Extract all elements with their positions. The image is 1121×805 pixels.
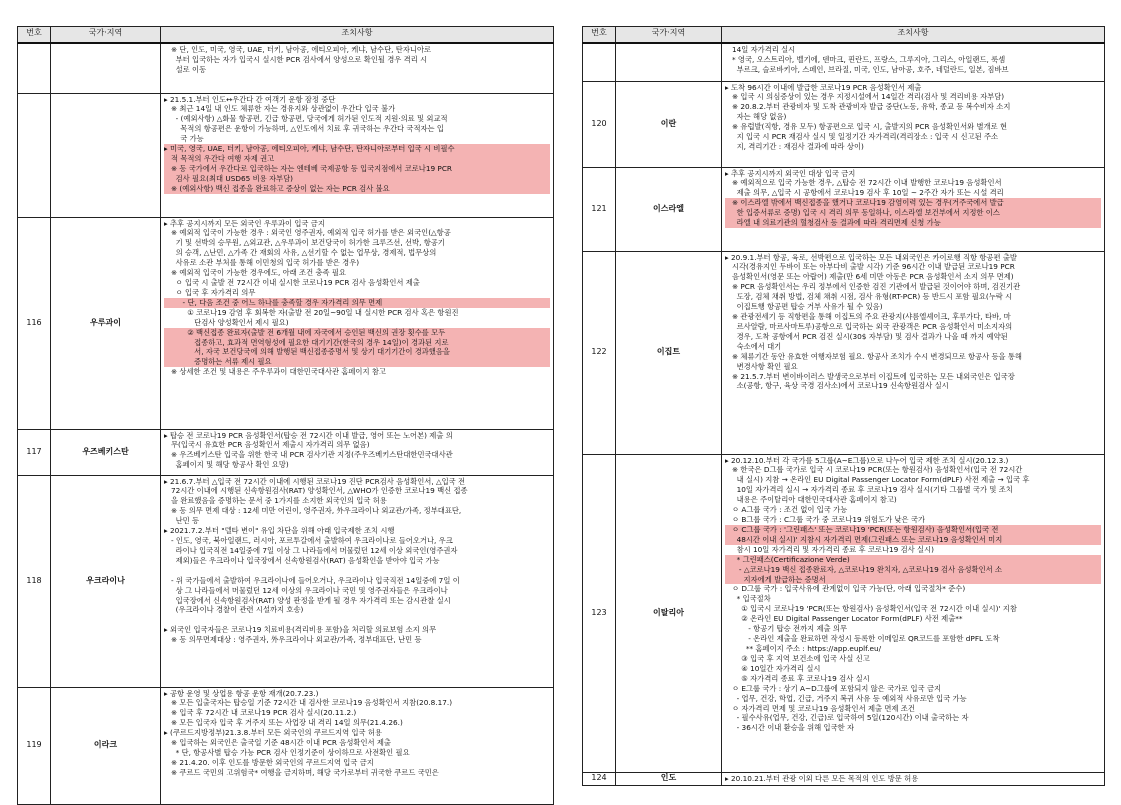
table-row [18, 687, 554, 804]
text-line: ※ 상세한 조건 및 내용은 주우루과이 대한민국대사관 홈페이지 참고 [164, 367, 386, 377]
row-number: 120 [583, 81, 616, 167]
text-line: 국 가능 [164, 134, 204, 144]
text-line: 내용은 주이탈리아 대한민국대사관 홈페이지 참고) [725, 495, 897, 505]
measure-content [161, 43, 554, 93]
text-line: 72시간 이내에 시행된 신속항원검사(RAT) 양성확인서, △WHO가 인증한 코로나19 백신 접종 [164, 486, 468, 496]
country-name: 우즈베키스탄 [51, 429, 161, 475]
highlighted-text-line: - 단, 다음 조건 중 어느 하나를 충족할 경우 자가격리 의무 면제 [164, 298, 550, 308]
text-line: ※ 모든 입출국자는 탑승일 기준 72시간 내 검사한 코로나19 음성확인서 지참(20.8.17.) [164, 698, 453, 708]
text-line: ㅇ A그룹 국가 : 조건 없이 입국 가능 [725, 505, 848, 515]
country-name: 우루과이 [51, 217, 161, 429]
header-content: 조치사항 [722, 27, 1105, 44]
text-line: ▸ 21.6.7.부터 △입국 전 72시간 이내에 시행된 코로나19 진단 PCR검사 음성확인서, △입국 전 [164, 476, 466, 486]
highlighted-text-line: - △코로나19 백신 접종완료자, △코로나19 완치자, △코로나19 검사 음성확인서 소 [725, 565, 1101, 575]
left-table-body [18, 43, 554, 804]
text-line: 르사알람, 마르사마트루)공항으로 입국하는 외국 관광객은 PCR 음성확인서 미소지자의 [725, 321, 1013, 331]
text-line: ▸ 추후 공지시까지 외국인 대상 입국 금지 [725, 168, 856, 178]
text-line: ※ 우즈베키스탄 입국을 위한 한국 내 PCR 검사기관 지정(주우즈베키스탄대한민국대사관 [164, 450, 453, 460]
text-line: ① 입국시 코로나19 'PCR(또는 항원검사) 음성확인서(입국 전 72시간 이내 실시)' 지참 [725, 604, 1017, 614]
highlighted-text-line: ㅇ C그룹 국가 : '그린패스' 또는 코로나19 'PCR(또는 항원검사) 음성확인서(입국 전 [725, 525, 1101, 535]
measure-content [722, 454, 1105, 772]
row-number: 119 [18, 687, 51, 804]
text-line: * 단, 항공사별 탑승 가능 PCR 검사 인정기준이 상이하므로 사전확인 필요 [164, 748, 410, 758]
text-line: 이집트행 항공편 탑승 거부 사유가 될 수 있음) [725, 302, 883, 312]
text-line: ㅇ 자가격리 면제 및 코로나19 음성확인서 제출 면제 조건 [725, 703, 915, 713]
left-table [17, 26, 554, 805]
row-number [18, 43, 51, 93]
text-line: 숙소에서 대기 [725, 341, 782, 351]
text-line: 음성확인서(영문 또는 아랍어) 제출(만 6세 미만 아동은 PCR 음성확인서 소지 의무 면제) [725, 272, 1014, 282]
text-line: - (예외사항) △화물 항공편, 긴급 항공편, 당국에게 허가된 인도적 지원·의료 및 외교적 [164, 114, 448, 124]
text-line: ※ 입국 시 의심증상이 있는 경우 지정시설에서 14일간 격리(검사 및 격리비용 자부담) [725, 92, 1005, 102]
text-line: ㅇ D그룹 국가 : 입국사유에 관계없이 입국 가능(단, 아래 입국절차* 준수) [725, 584, 966, 594]
text-line: * 입국절차 [725, 594, 771, 604]
text-line: ※ 단, 인도, 미국, 영국, UAE, 터키, 남아공, 에티오피아, 케냐, 남수단, 탄자니아로 [164, 45, 432, 54]
text-line: 참시 10일 자가격리 및 자가격리 종료 후 코로나19 검사 실시) [725, 544, 934, 554]
text-line: - 필수사유(업무, 건강, 긴급)로 입국하여 5일(120시간) 이내 출국하는 자 [725, 713, 969, 723]
right-table [582, 26, 1105, 786]
text-line: ※ 예외적 입국이 가능한 경우 : 외국인 영주권자, 예외적 입국 허가를 받은 외국인(△항공 [164, 228, 451, 238]
header-num: 번호 [18, 27, 51, 44]
text-line: 내 실시) 지참 → 온라인 EU Digital Passenger Locator Form(dPLF) 사전 제출 → 입국 후 [725, 475, 1030, 485]
row-number: 123 [583, 454, 616, 772]
text-line: * 영국, 오스트리아, 벨기에, 덴마크, 핀란드, 프랑스, 그루지아, 그리스, 아일랜드, 룩셈 [725, 54, 1006, 64]
row-number [583, 43, 616, 81]
highlighted-text-line: ▸ 미국, 영국, UAE, 터키, 남아공, 에티오피아, 케냐, 남수단, 탄자니아로부터 입국 시 비필수 [164, 144, 550, 154]
text-line: ▸ 2021.7.2.부터 "델타 변이" 유입 차단을 위해 아래 입국제한 조치 시행 [164, 526, 395, 536]
text-line: 지 입국 시 PCR 재검사 실시 및 일정기간 자가격리(격리장소 : 입국 시 신고된 주소 [725, 132, 999, 142]
text-line: ** 홈페이지 주소 : https://app.euplf.eu/ [725, 644, 882, 654]
text-line: 도장, 검체 채취 방법, 검체 채취 시점, 검사 유형(RT-PCR) 등 반드시 포함 필요(누락 시 [725, 292, 1013, 302]
table-row [18, 475, 554, 687]
text-line: 목적의 항공편은 운항이 가능하며, △인도에서 치료 후 귀국하는 우간다 국적자는 입 [164, 124, 444, 134]
left-header-row [18, 27, 554, 44]
measure-content [722, 167, 1105, 251]
highlighted-text-line: ※ 이스라엘 밖에서 백신접종을 했거나 코로나19 감염이력 있는 경우(거주국에서 발급 [725, 198, 1101, 208]
row-number: 118 [18, 475, 51, 687]
table-row [583, 454, 1105, 772]
measure-content [722, 251, 1105, 454]
text-line: ⑤ 자가격리 종료 후 코로나19 검사 실시 [725, 673, 870, 683]
text-line: 상 그 나라들에서 머물렀던 12세 이상의 우크라이나 국민 및 영주권자들은 우크라이나 [164, 585, 448, 595]
text-line: ▸ 탑승 전 코로나19 PCR 음성확인서(탑승 전 72시간 이내 발급, 영어 또는 노어본) 제출 의 [164, 430, 453, 440]
header-content: 조치사항 [161, 27, 554, 44]
text-line: ▸ (쿠르드지방정부)21.3.8.부터 모든 외국인의 쿠르드지역 입국 허용 [164, 728, 382, 738]
text-line: - 36시간 이내 환승을 위해 입국한 자 [725, 723, 855, 733]
highlighted-text-line: ※ (예외사항) 백신 접종을 완료하고 증상이 없는 자는 PCR 검사 불요 [164, 184, 550, 194]
measure-content [722, 81, 1105, 167]
text-line: 단검사 양성확인서 제시 필요) [164, 317, 289, 327]
table-row [583, 81, 1105, 167]
text-line: ▸ 공항 운영 및 상업용 항공 운항 재개(20.7.23.) [164, 688, 319, 698]
text-line: 설로 이동 [164, 64, 207, 74]
row-number: 121 [583, 167, 616, 251]
text-line: ※ 21.5.7.부터 변이바이러스 발생국으로부터 이집트에 입국하는 모든 내외국인은 입국장 [725, 371, 1015, 381]
text-line: ㅇ E그룹 국가 : 상기 A~D그룹에 포함되지 않은 국가로 입국 금지 [725, 683, 942, 693]
text-line [164, 615, 550, 625]
text-line: 시각(경유지인 두바이 또는 아부다비 출발 시각) 기준 96시간 이내 발급된 코로나19 PCR [725, 262, 1015, 272]
highlighted-text-line: * 그린패스(Certificazione Verde) [725, 555, 1101, 565]
text-line: ㅇ B그룹 국가 : C그룹 국가 중 코로나19 위험도가 낮은 국가 [725, 515, 926, 525]
header-country: 국가·지역 [51, 27, 161, 44]
highlighted-text-line: 지자에게 발급하는 증명서 [725, 575, 1101, 585]
text-line: ㅇ 입국 시 출발 전 72시간 이내 실시한 코로나19 PCR 검사 음성확인서 제출 [164, 278, 420, 288]
text-line: ㅇ 입국 후 자가격리 의무 [164, 287, 256, 297]
right-header-row [583, 27, 1105, 44]
text-line: 경우, 도착 공항에서 PCR 검진 실시(30$ 자부담) 및 검사 결과가 나올 때 까지 예약된 [725, 331, 1008, 341]
text-line: - 업무, 건강, 학업, 긴급, 거주지 복귀 사유 등 예외적 사유로만 입국 가능 [725, 693, 967, 703]
row-number: 116 [18, 217, 51, 429]
text-line: ※ 20.8.2.부터 관광비자 및 도착 관광비자 발급 중단(노동, 유학, 종교 등 복수비자 소지 [725, 102, 1011, 112]
text-line: ※ 입국하는 외국인은 출국일 기준 48시간 이내 PCR 음성확인서 제출 [164, 738, 391, 748]
row-number: 117 [18, 429, 51, 475]
text-line: ④ 10일간 자가격리 실시 [725, 663, 821, 673]
highlighted-text-line: 증명하는 서류 제시 필요 [164, 357, 550, 367]
text-line: 10일 자가격리 실시 → 자가격리 종료 후 코로나19 검사 실시(기타 그룹별 국가 및 조치 [725, 485, 1013, 495]
text-line: ② 온라인 EU Digital Passenger Locator Form(dPLF) 사전 제출** [725, 614, 963, 624]
table-row [583, 251, 1105, 454]
text-line: 사유로 소관 부처를 통해 이민청의 입국 허가를 받은 경우) [164, 258, 360, 268]
text-line: - 위 국가들에서 출발하여 우크라이나에 들어오거나, 우크라이나 입국직전 14일중에 7일 이 [164, 575, 460, 585]
row-number: 122 [583, 251, 616, 454]
text-line: ▸ 20.10.21.부터 관광 이외 다른 모든 목적의 인도 방문 허용 [725, 773, 919, 783]
text-line: 난민 등 [164, 516, 200, 526]
table-row [18, 429, 554, 475]
highlighted-text-line: ※ 동 국가에서 우간다로 입국하는 자는 엔테베 국제공항 등 입국지점에서 코로나19 PCR [164, 164, 550, 174]
table-row [583, 43, 1105, 81]
measure-content [161, 93, 554, 217]
text-line: ※ 예외적으로 입국 가능한 경우, △탑승 전 72시간 이내 발행한 코로나19 음성확인서 [725, 178, 1002, 188]
measure-content [722, 772, 1105, 785]
row-number [18, 93, 51, 217]
text-line: 무(입국시 유효한 PCR 음성확인서 제출시 자가격리 의무 없음) [164, 440, 370, 450]
text-line: ※ 모든 입국자 입국 후 거주지 또는 사업장 내 격리 14일 의무(21.4.26.) [164, 718, 403, 728]
highlighted-text-line: 검사 필요(최대 USD65 비용 자부담) [164, 174, 550, 184]
text-line: 부터 입국하는 자가 입국시 실시한 PCR 검사에서 양성으로 확인될 경우 격리 시 [164, 54, 428, 64]
highlighted-text-line: 라엘 내 의료기관의 혈청검사 등 결과에 따라 격리면제 신청 가능 [725, 218, 1101, 228]
measure-content [161, 475, 554, 687]
highlighted-text-line: ② 백신접종 완료자(출발 전 6개월 내에 자국에서 승인된 백신의 권장 횟수를 모두 [164, 328, 550, 338]
text-line: 지, 격리기간 : 재검사 결과에 따라 상이) [725, 142, 864, 152]
text-line: ※ 동 의무 면제 대상 : 12세 미만 어린이, 영주권자, 外우크라이나 외교관/가족, 정부대표단, [164, 506, 462, 516]
highlighted-text-line: 한 입증서류로 증명) 입국 시 격리 의무 동일하나, 이스라엘 보건부에서 지정한 이스 [725, 208, 1101, 218]
text-line: 소(공항, 항구, 육상 국경 검사소)에서 코로나19 신속항원검사 실시 [725, 381, 949, 391]
country-name [51, 43, 161, 93]
text-line: ※ 한국은 D그룹 국가로 입국 시 코로나19 PCR(또는 항원검사) 음성확인서(입국 전 72시간 [725, 465, 1023, 475]
text-line: - 항공기 탑승 전까지 제출 의무 [725, 624, 848, 634]
text-line: ① 코로나19 감염 후 회복한 자(출발 전 20일~90일 내 실시한 PCR 검사 혹은 항원진 [164, 307, 459, 317]
text-line: ※ PCR 음성확인서는 우리 정부에서 인증한 검진 기관에서 발급된 것이어야 하며, 검진기관 [725, 282, 1021, 292]
text-line: 변경사항 확인 필요 [725, 361, 798, 371]
text-line: 기 및 선박의 승무원, △외교관, △우루과이 보건당국이 허가한 크루즈선, 선박, 항공기 [164, 238, 445, 248]
text-line: 제출 의무, △입국 시 공항에서 코로나19 검사 후 10일 ~ 2주간 자가 또는 시설 격리 [725, 188, 1004, 198]
text-line: ※ 동 의무면제대상 : 영주권자, 外우크라이나 외교관/가족, 정부대표단, 난민 등 [164, 635, 422, 645]
text-line: 라이나 입국직전 14일중에 7일 이상 그 나라들에서 머물렀던 12세 이상 외국인(영주권자 [164, 545, 458, 555]
text-line: ※ 유럽발(직항, 경유 모두) 항공편으로 입국 시, 출발지의 PCR 음성확인서와 별개로 현 [725, 122, 1007, 132]
highlighted-text-line: 접종하고, 효과적 면역형성에 필요한 대기기간(한국의 경우 14일)이 경과된 지로 [164, 338, 550, 348]
country-name: 인도 [616, 772, 722, 785]
text-line: 자는 해당 없음) [725, 112, 787, 122]
text-line: ▸ 외국인 입국자들은 코로나19 치료비용(격리비용 포함)을 처리할 의료보험 소지 의무 [164, 625, 437, 635]
text-line: 14일 자가격리 실시 [725, 45, 796, 54]
highlighted-text-line: 서, 자국 보건당국에 의해 발행된 백신접종증명서 및 상기 대기기간이 경과했음을 [164, 347, 550, 357]
text-line: 부르크, 슬로바키아, 스페인, 브라질, 미국, 인도, 남아공, 호주, 네덜란드, 일본, 짐바브 [725, 64, 1009, 74]
text-line: 의 승객, △난민, △가족 간 재회의 사유, △선기할 수 없는 업무상, 경제적, 법무상의 [164, 248, 437, 258]
text-line: ※ 쿠르드 국민의 고위험국* 여행을 금지하며, 해당 국가로부터 귀국한 쿠르드 국민은 [164, 767, 439, 777]
row-number: 124 [583, 772, 616, 785]
text-line [164, 566, 550, 576]
table-row [583, 772, 1105, 785]
highlighted-text-line: 48시간 이내 실시)' 지참시 자가격리 면제(그린패스 또는 코로나19 음성확인서 미지 [725, 535, 1101, 545]
country-name: 이란 [616, 81, 722, 167]
country-name: 이스라엘 [616, 167, 722, 251]
text-line: ③ 입국 후 지역 보건소에 입국 사실 신고 [725, 653, 870, 663]
text-line: (우크라이나 경찰이 관련 시설까지 호송) [164, 605, 304, 615]
table-row [18, 93, 554, 217]
text-line: ※ 관광전세기 등 직항편을 통해 이집트의 주요 관광지(샤름엘셰이크, 후루가다, 타바, 마 [725, 312, 1011, 322]
country-name [616, 43, 722, 81]
text-line: ※ 21.4.20. 이후 인도를 방문한 외국인의 쿠르드지역 입국 금지 [164, 757, 374, 767]
text-line: 을 완료했음을 증명하는 문서 중 1가지를 소지한 외국인의 입국 허용 [164, 496, 387, 506]
highlighted-text-line: 적 목적의 우간다 여행 자제 권고 [164, 154, 550, 164]
table-row [18, 43, 554, 93]
text-line: - 인도, 영국, 북아일랜드, 러시아, 포르투갈에서 출발하여 우크라이나로 들어오거나, 우크 [164, 536, 453, 546]
text-line: - 온라인 제출을 완료하면 작성시 등록한 이메일로 QR코드를 포함한 dPFL 도착 [725, 634, 1000, 644]
text-line: ▸ 20.12.10.부터 각 국가를 5그룹(A~E그룹)으로 나누어 입국 제한 조치 실시(20.12.3.) [725, 455, 1009, 465]
text-line: 제외)들은 우크라이나 입국장에서 신속항원검사(RAT) 음성확인을 받아야 입국 가능 [164, 555, 440, 565]
table-row [18, 217, 554, 429]
text-line: ※ 최근 14일 내 인도 체류한 자는 경유지와 상관없이 우간다 입국 불가 [164, 104, 396, 114]
header-country: 국가·지역 [616, 27, 722, 44]
country-name: 이탈리아 [616, 454, 722, 772]
text-line: ※ 입국 후 72시간 내 코로나19 PCR 검사 실시(20.11.2.) [164, 708, 357, 718]
text-line: ▸ 추후 공지시까지 모든 외국인 우루과이 입국 금지 [164, 218, 325, 228]
text-line: ※ 예외적 입국이 가능한 경우에도, 아래 조건 충족 필요 [164, 268, 346, 278]
text-line: ※ 체류기간 동안 유효한 여행자보험 필요. 항공사 조치가 수시 변경되므로 항공사 등을 통해 [725, 351, 1022, 361]
measure-content [161, 217, 554, 429]
header-num: 번호 [583, 27, 616, 44]
country-name [51, 93, 161, 217]
text-line: ▸ 20.9.1.부터 항공, 육로, 선박편으로 입국하는 모든 내외국인은 카이로행 직항 항공편 출발 [725, 252, 1017, 262]
measure-content [722, 43, 1105, 81]
table-row [583, 167, 1105, 251]
text-line: ▸ 21.5.1.부터 인도↔우간다 간 여객기 운항 잠정 중단 [164, 94, 336, 104]
text-line: 입국장에서 신속항원검사(RAT) 양성 판정을 받게 될 경우 자가격리 또는 감시관찰 실시 [164, 595, 451, 605]
country-name: 이집트 [616, 251, 722, 454]
country-name: 우크라이나 [51, 475, 161, 687]
country-name: 이라크 [51, 687, 161, 804]
right-table-body [583, 43, 1105, 785]
measure-content [161, 687, 554, 804]
text-line: 홈페이지 및 해당 항공사 확인 요망) [164, 460, 289, 470]
text-line: ▸ 도착 96시간 이내에 발급한 코로나19 PCR 음성확인서 제출 [725, 82, 922, 92]
measure-content [161, 429, 554, 475]
